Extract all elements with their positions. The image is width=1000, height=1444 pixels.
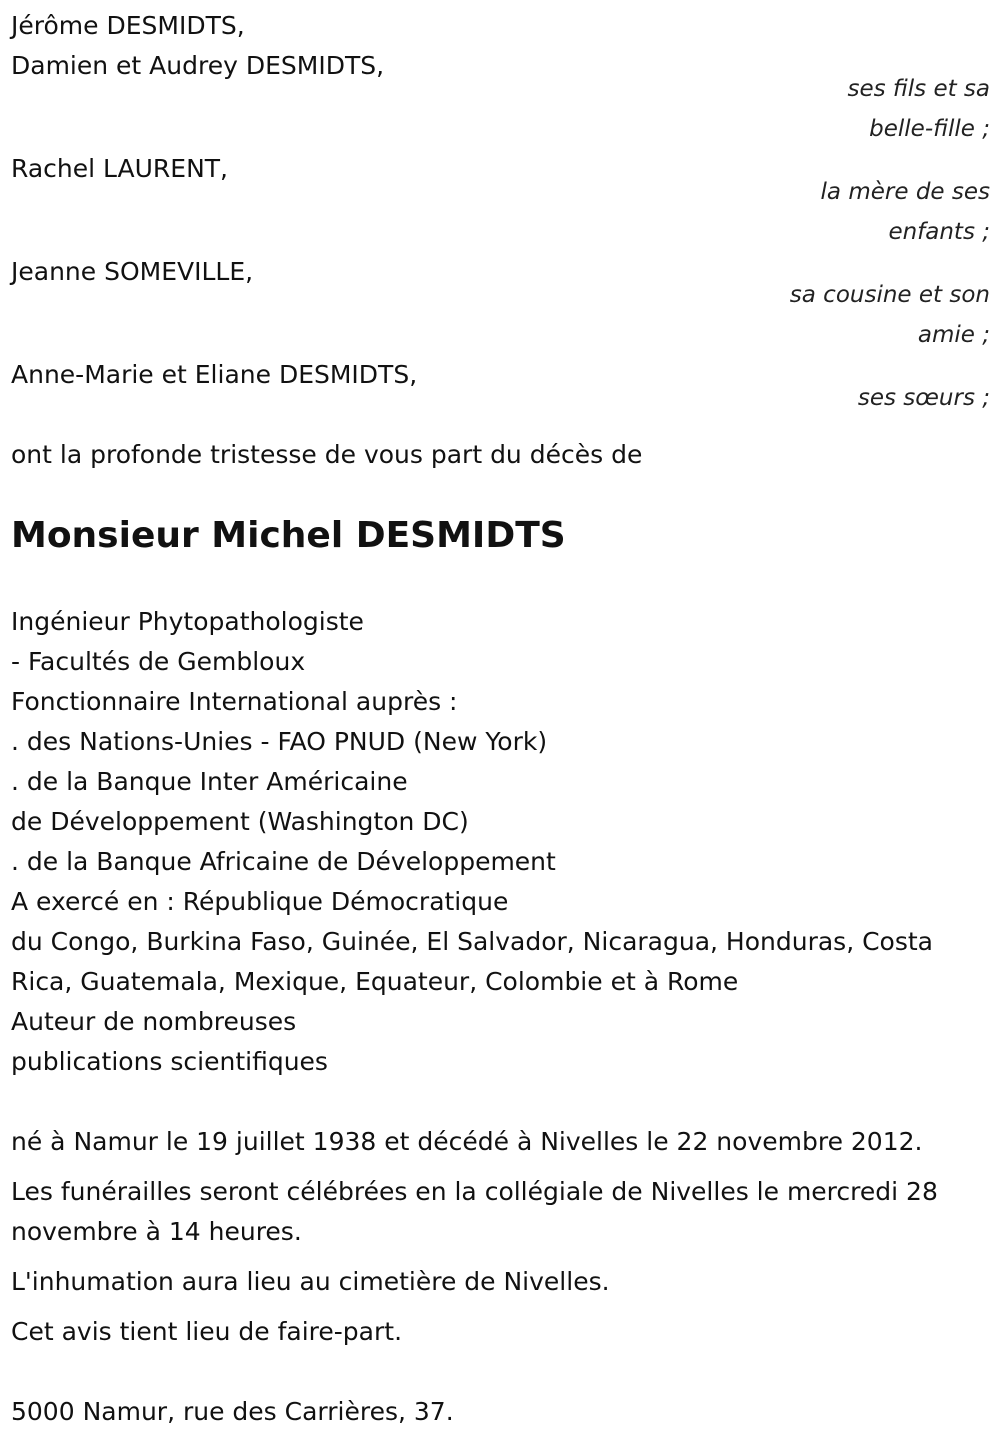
family-member-name: Jeanne SOMEVILLE, [11,257,254,286]
family-member-name: Jérôme DESMIDTS, [11,11,245,40]
career-line: de Développement (Washington DC) [11,807,469,836]
career-block [11,602,986,1082]
family-relation: enfants ; [888,219,990,245]
career-line: - Facultés de Gembloux [11,647,306,676]
family-relation: la mère de ses [820,179,990,205]
career-line: du Congo, Burkina Faso, Guinée, El Salvador, Nicaragua, Honduras, Costa [11,927,933,956]
address-text: 5000 Namur, rue des Carrières, 37. [11,1397,454,1426]
family-member-name: Damien et Audrey DESMIDTS, [11,51,385,80]
career-line: . de la Banque Africaine de Développement [11,847,556,876]
family-member-name: Anne-Marie et Eliane DESMIDTS, [11,360,418,389]
burial-text: L'inhumation aura lieu au cimetière de Nivelles. [11,1267,610,1296]
deceased-name: Monsieur Michel DESMIDTS [11,515,566,556]
family-relation: amie ; [917,322,990,348]
career-line: Rica, Guatemala, Mexique, Equateur, Colombie et à Rome [11,967,739,996]
career-line: Auteur de nombreuses [11,1007,297,1036]
career-line: Fonctionnaire International auprès : [11,687,458,716]
announcement-text: ont la profonde tristesse de vous part du décès de [11,440,643,469]
career-line: Ingénieur Phytopathologiste [11,607,364,636]
family-relation: sa cousine et son [789,282,990,308]
career-line: . de la Banque Inter Américaine [11,767,408,796]
career-line: . des Nations-Unies - FAO PNUD (New York) [11,727,548,756]
family-relation: ses sœurs ; [857,385,990,411]
career-line: publications scientifiques [11,1047,328,1076]
notice-text: Cet avis tient lieu de faire-part. [11,1317,403,1346]
family-member-name: Rachel LAURENT, [11,154,228,183]
family-relation: ses fils et sa [847,76,990,102]
funeral-text: Les funérailles seront célébrées en la collégiale de Nivelles le mercredi 28 novembre à 14 heures. [11,1177,938,1246]
family-relation: belle-fille ; [869,116,990,142]
birth-death-text: né à Namur le 19 juillet 1938 et décédé à Nivelles le 22 novembre 2012. [11,1127,923,1156]
career-line: A exercé en : République Démocratique [11,887,509,916]
